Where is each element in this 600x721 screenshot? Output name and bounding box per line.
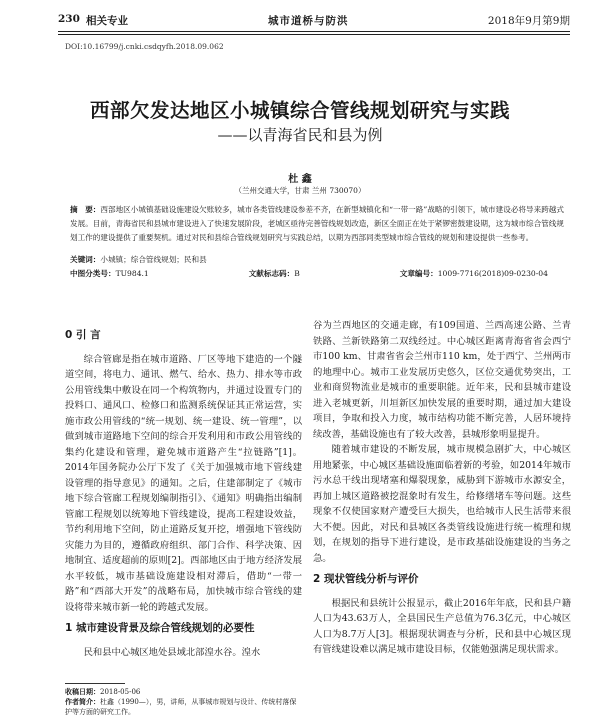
abstract-text: 西部地区小城镇基础设施建设欠账较多，城市各类管线建设参差不齐，在新型城镇化和“一带一路”战略的引领下，城市建设必将导来跨越式发展。目前，青海省民和县城市建设进入了快速发展阶段，老城区亟待完善管线规划改造，新区全面正在处于紧锣密鼓建设期，这为城市综合管线规划工作的建设提供了重要契机。通过对民和县综合管线规划研究与实践总结，以期为西部同类型城市综合管线的规划和建设提供一些参考。 [70,205,564,242]
bio-label: 作者简介： [65,697,100,706]
author-bio: 杜鑫（1990—），男，讲师，从事城市规划与设计、传统村落保护等方面的研究工作。 [65,698,297,716]
running-header [58,11,570,31]
keywords-text: 小城镇；综合管线规划；民和县 [100,255,207,264]
footnote-rule [65,683,125,684]
keywords [70,253,564,267]
header-rule-thin [58,34,570,35]
received-label: 收稿日期： [65,687,100,696]
paper-subtitle: ——以青海省民和县为例 [217,126,383,144]
issue-info: 2018年9月第9期 [487,15,570,27]
right-column [313,318,571,658]
clc-value: TU984.1 [115,269,149,278]
intro-paragraph: 综合管廊是指在城市道路、厂区等地下建造的一个隧道空间，将电力、通讯、燃气、给水、热力、排水等市政公用管线集中敷设在同一个构筑物内，并通过设置专门的投料口、通风口、检修口和监测系统保证其正常运营，实施市政公用管线的“统一规划、统一建设、统一管理”，以做到城市道路地下空间的综合开发利用和市政公用管线的集约化建设和管理，避免城市道路产生“拉链路”[1]。2014年国务院办公厅下发了《关于加强城市地下管线建设管理的指导意见》的通知。之后，住建部制定了《城市地下综合管廊工程规划编制指引》、《通知》明确指出编制管廊工程规划以统筹地下管线建设，提高工程建设效益，节约利用地下空间，防止道路反复开挖，增强地下管线防灾能力为目的，遵循政府组织、部门合作、科学决策、因地制宜、适度超前的原则[2]。西部地区由于地方经济发展水平较低，城市基础设施建设相对滞后，借助“一带一路”和“西部大开发”的战略布局，加快城市综合管线的建设将带来城市新一轮的跨越式发展。 [65,353,302,613]
paper-title: 西部欠发达地区小城镇综合管线规划研究与实践 [89,99,510,122]
page-number: 230 [58,13,80,25]
article-no-value: 1009-7716(2018)09-0230-04 [437,269,548,278]
section-heading-1: 1 城市建设背景及综合管线规划的必要性 [65,622,255,634]
right-paragraph-3: 根据民和县统计公报显示，截止2016年年底，民和县户籍人口为43.63万人，全县国民生产总值为76.3亿元，中心城区人口为8.7万人[3]。根据现状调查与分析，民和县中心城区现有管线建设难以满足城市建设目标，仅能勉强满足现状需求。 [313,597,571,655]
abstract-label: 摘 要： [70,205,101,214]
article-no-label: 文章编号： [399,269,438,278]
author-affiliation: （兰州交通大学，甘肃 兰州 730070） [234,186,366,195]
footnote [65,687,302,717]
right-paragraph-2: 随着城市建设的不断发展，城市规模急剧扩大，中心城区用地紧张，中心城区基础设施面临着新的考验，如2014年城市污水总干线出现堵塞和爆裂现象，威胁到下游城市水源安全，再加上城区道路被挖混象时有发生，给修缮堵车等问题。这些现象不仅使国家财产遭受巨大损失，也给城市人民生活带来很大不便。因此，对民和县城区各类管线设施进行统一梳理和规划，在规划的指导下进行建设，是市政基础设施建设的当务之急。 [313,444,571,564]
journal-section: 相关专业 [86,15,128,27]
abstract [70,203,564,245]
author-name: 杜 鑫 [288,174,312,185]
section-heading-intro: 0 引 言 [65,329,101,341]
section1-paragraph: 民和县中心城区地处县域北部湟水谷。湟水 [83,646,261,658]
doi: DOI:10.16799/j.cnki.csdqyfh.2018.09.062 [65,42,224,51]
section-heading-2: 2 现状管线分析与评价 [313,573,419,585]
keywords-label: 关键词： [70,255,101,264]
right-paragraph-1: 谷为兰西地区的交通走廊，有109国道、兰西高速公路、兰青铁路、兰新铁路第二双线经过。中心城区距离青海省省会西宁市100 km、甘肃省省会兰州市110 km，处于西宁、兰州两市的地理中心。城市工业发展历史悠久，区位交通优势突出，工业和商贸物流业是城市的重要职能。近年来，民和县城市建设进入老城更新，川垣新区加快发展的重要时期，通过加大建设项目，争取和投入力度，城市结构功能不断完善，人居环境持续改善，基础设施也有了较大改善，县城形象明显提升。 [313,320,571,440]
doc-code-label: 文献标志码： [248,269,295,278]
journal-name: 城市道桥与防洪 [268,15,349,27]
left-column [65,318,302,660]
classification-row [70,267,564,281]
received-date: 2018-05-06 [100,688,141,696]
clc-label: 中图分类号： [70,269,116,278]
doc-code-value: B [294,269,300,278]
header-rule [58,31,570,32]
article-meta [70,253,564,281]
